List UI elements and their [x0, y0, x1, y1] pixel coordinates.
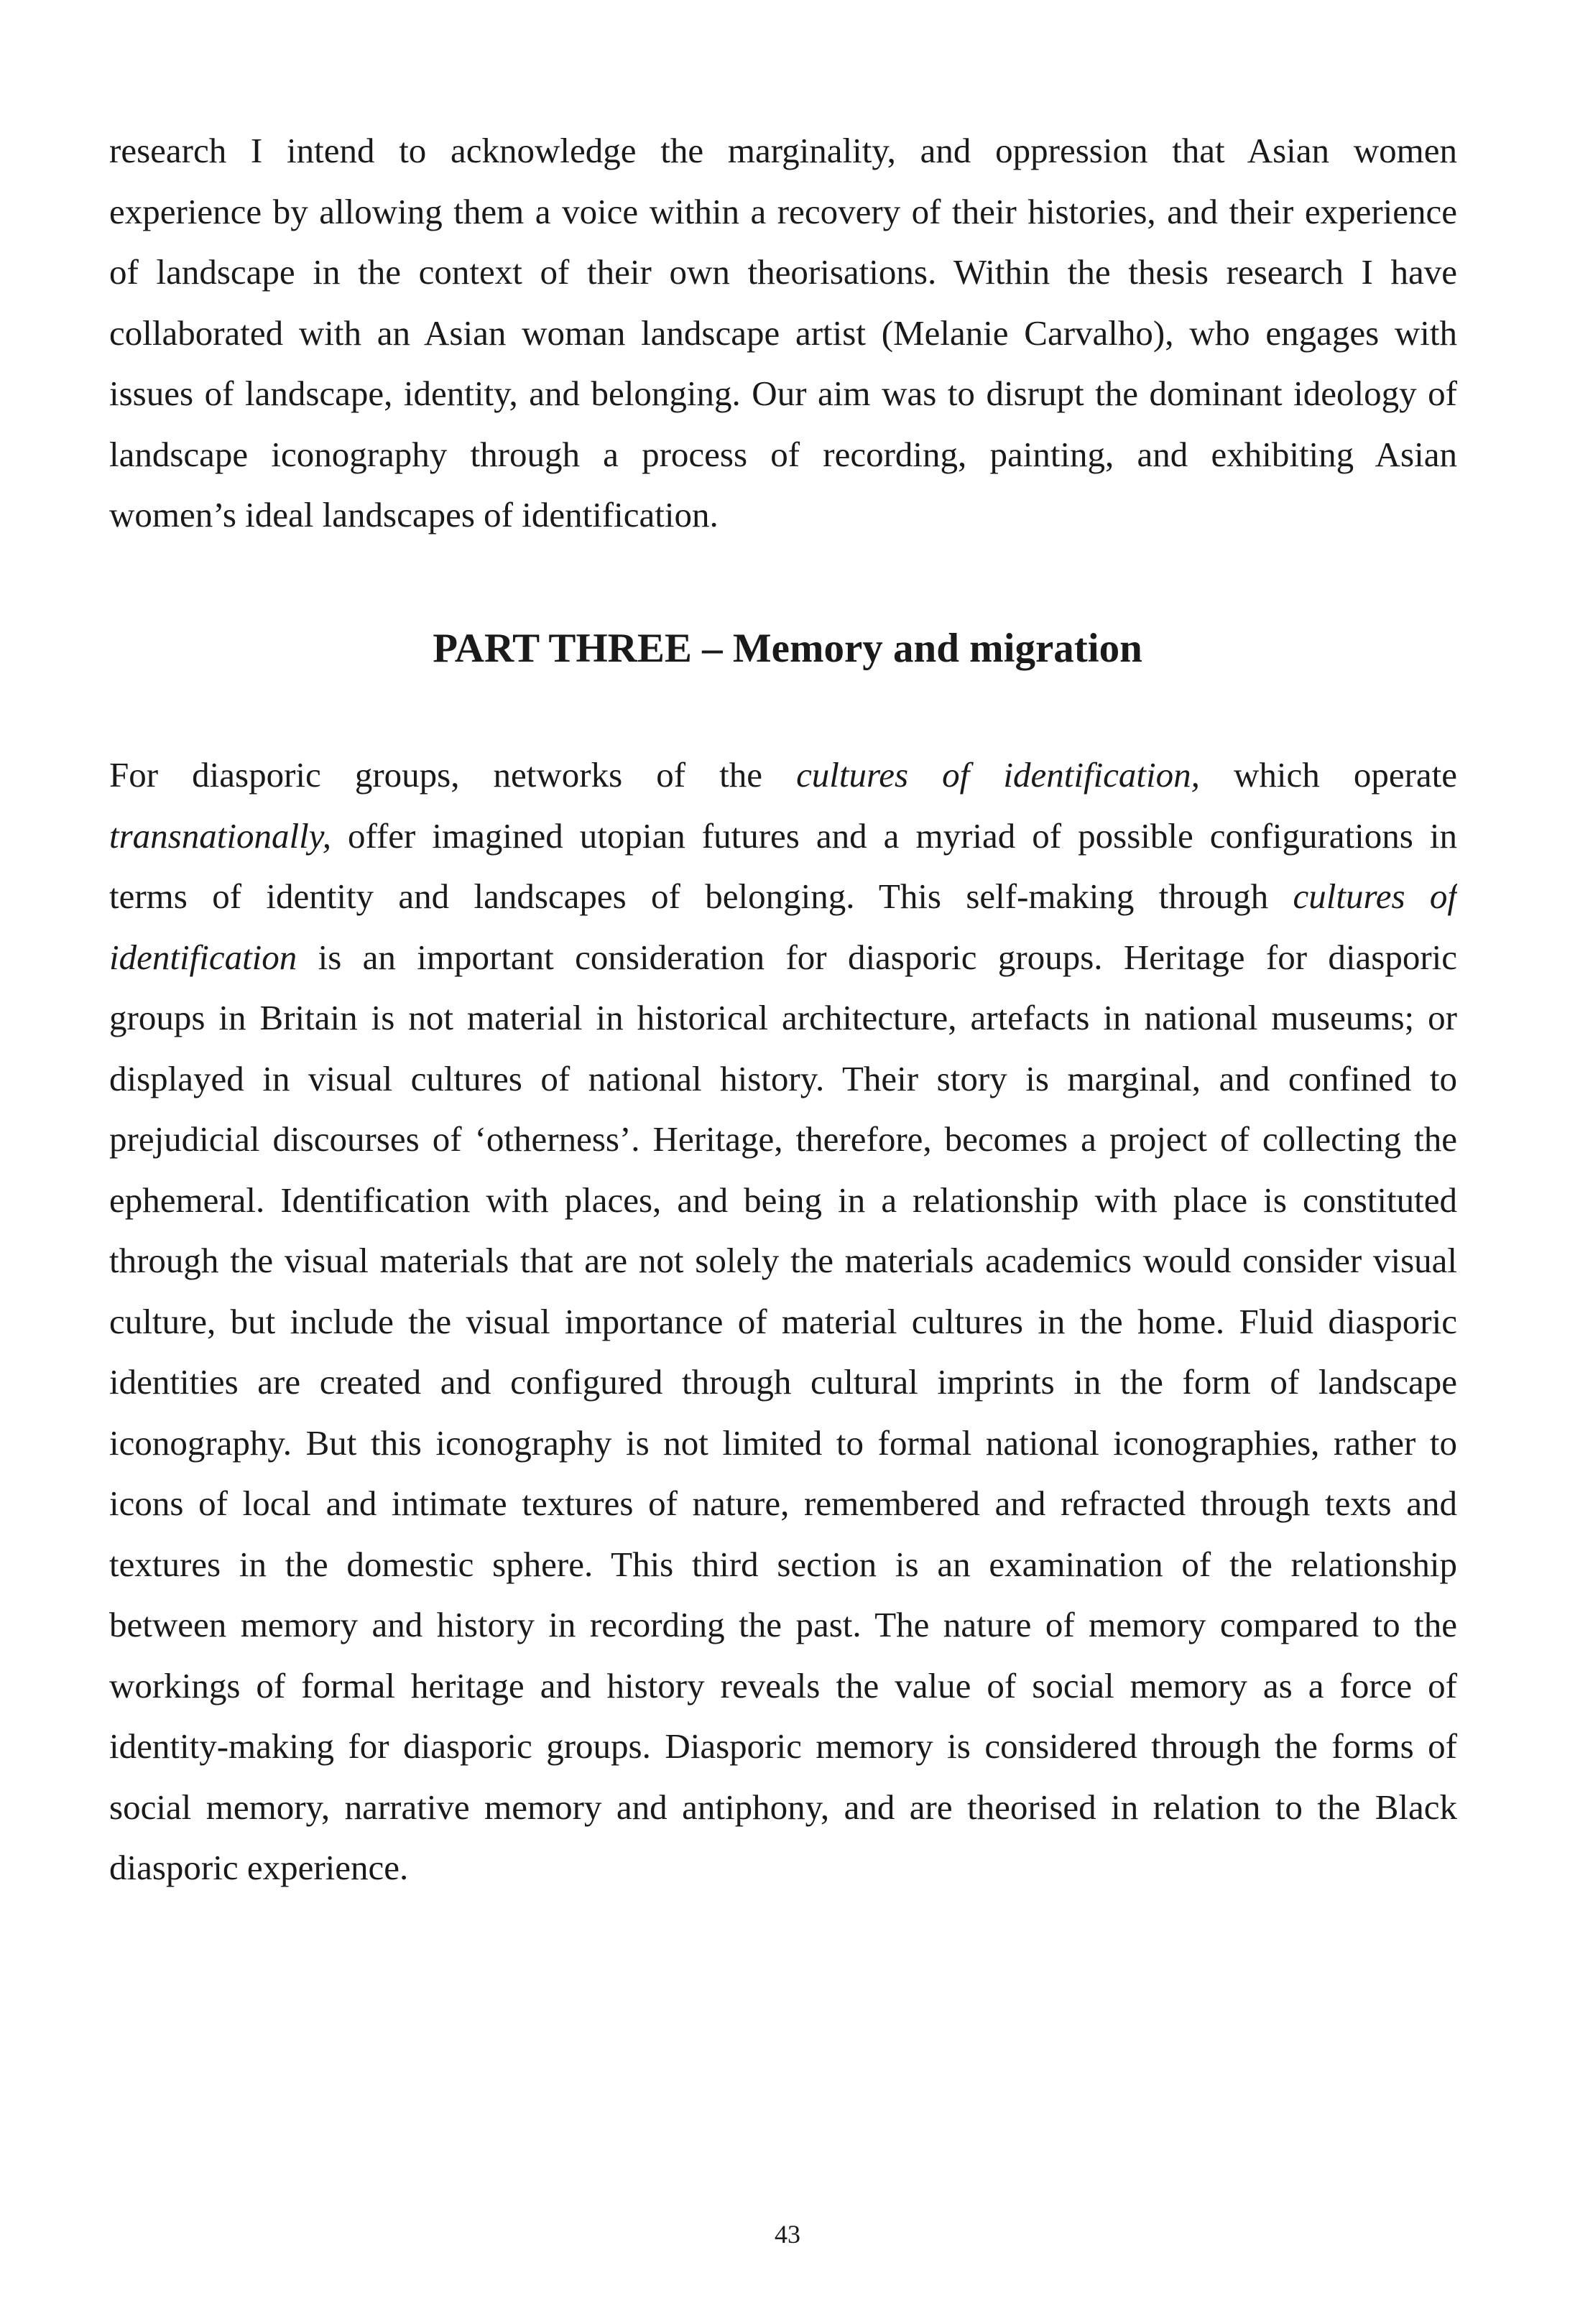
paragraph-memory-migration: [109, 745, 1457, 1899]
text-line: [109, 745, 1457, 806]
text-line: social memory, narrative memory and antiphony, and are theorised in relation to the Black: [109, 1787, 1457, 1827]
text-line: culture, but include the visual importance of material cultures in the home. Fluid diasporic: [109, 1301, 1457, 1341]
page-number: 43: [775, 2220, 800, 2249]
text-line: [109, 866, 1457, 927]
text-line: diasporic experience.: [109, 1848, 409, 1887]
section-heading: PART THREE – Memory and migration: [433, 626, 1142, 671]
text-line: textures in the domestic sphere. This third section is an examination of the relationship: [109, 1544, 1457, 1584]
text-run: is an important consideration for diasporic groups. Heritage for diasporic: [297, 937, 1457, 977]
text-run: offer imagined utopian futures and a myriad of possible configurations in: [331, 815, 1457, 856]
text-line: workings of formal heritage and history reveals the value of social memory as a force of: [109, 1665, 1457, 1705]
italic-term: cultures of: [1293, 876, 1457, 916]
italic-term: identification: [109, 937, 297, 977]
text-line: of landscape in the context of their own theorisations. Within the thesis research I have: [109, 252, 1457, 292]
text-run: which operate: [1199, 755, 1457, 795]
text-line: landscape iconography through a process of recording, painting, and exhibiting Asian: [109, 434, 1457, 474]
text-line: [109, 806, 1457, 867]
text-line: ephemeral. Identification with places, and being in a relationship with place is constituted: [109, 1180, 1457, 1220]
text-line: prejudicial discourses of ‘otherness’. Heritage, therefore, becomes a project of collecting the: [109, 1119, 1457, 1159]
text-line: iconography. But this iconography is not limited to formal national iconographies, rather to: [109, 1422, 1457, 1463]
text-line: identities are created and configured through cultural imprints in the form of landscape: [109, 1362, 1457, 1402]
text-line: experience by allowing them a voice within a recovery of their histories, and their experience: [109, 191, 1457, 231]
text-run: terms of identity and landscapes of belonging. This self-making through: [109, 876, 1293, 916]
italic-term: transnationally,: [109, 815, 332, 856]
text-line: groups in Britain is not material in historical architecture, artefacts in national museums; or: [109, 998, 1457, 1037]
text-line: women’s ideal landscapes of identification.: [109, 495, 719, 534]
text-run: For diasporic groups, networks of the: [109, 755, 797, 795]
text-line: research I intend to acknowledge the marginality, and oppression that Asian women: [109, 131, 1457, 170]
text-line: [109, 927, 1457, 989]
text-line: between memory and history in recording the past. The nature of memory compared to the: [109, 1605, 1457, 1644]
text-line: displayed in visual cultures of national history. Their story is marginal, and confined to: [109, 1058, 1457, 1098]
paragraph-intro: [109, 121, 1457, 552]
italic-term: cultures of identification,: [796, 755, 1200, 795]
text-line: icons of local and intimate textures of nature, remembered and refracted through texts and: [109, 1483, 1457, 1523]
text-line: issues of landscape, identity, and belonging. Our aim was to disrupt the dominant ideology of: [109, 374, 1457, 413]
text-line: through the visual materials that are not solely the materials academics would consider visual: [109, 1241, 1457, 1280]
text-line: identity-making for diasporic groups. Diasporic memory is considered through the forms of: [109, 1726, 1457, 1766]
text-line: collaborated with an Asian woman landscape artist (Melanie Carvalho), who engages with: [109, 313, 1457, 353]
